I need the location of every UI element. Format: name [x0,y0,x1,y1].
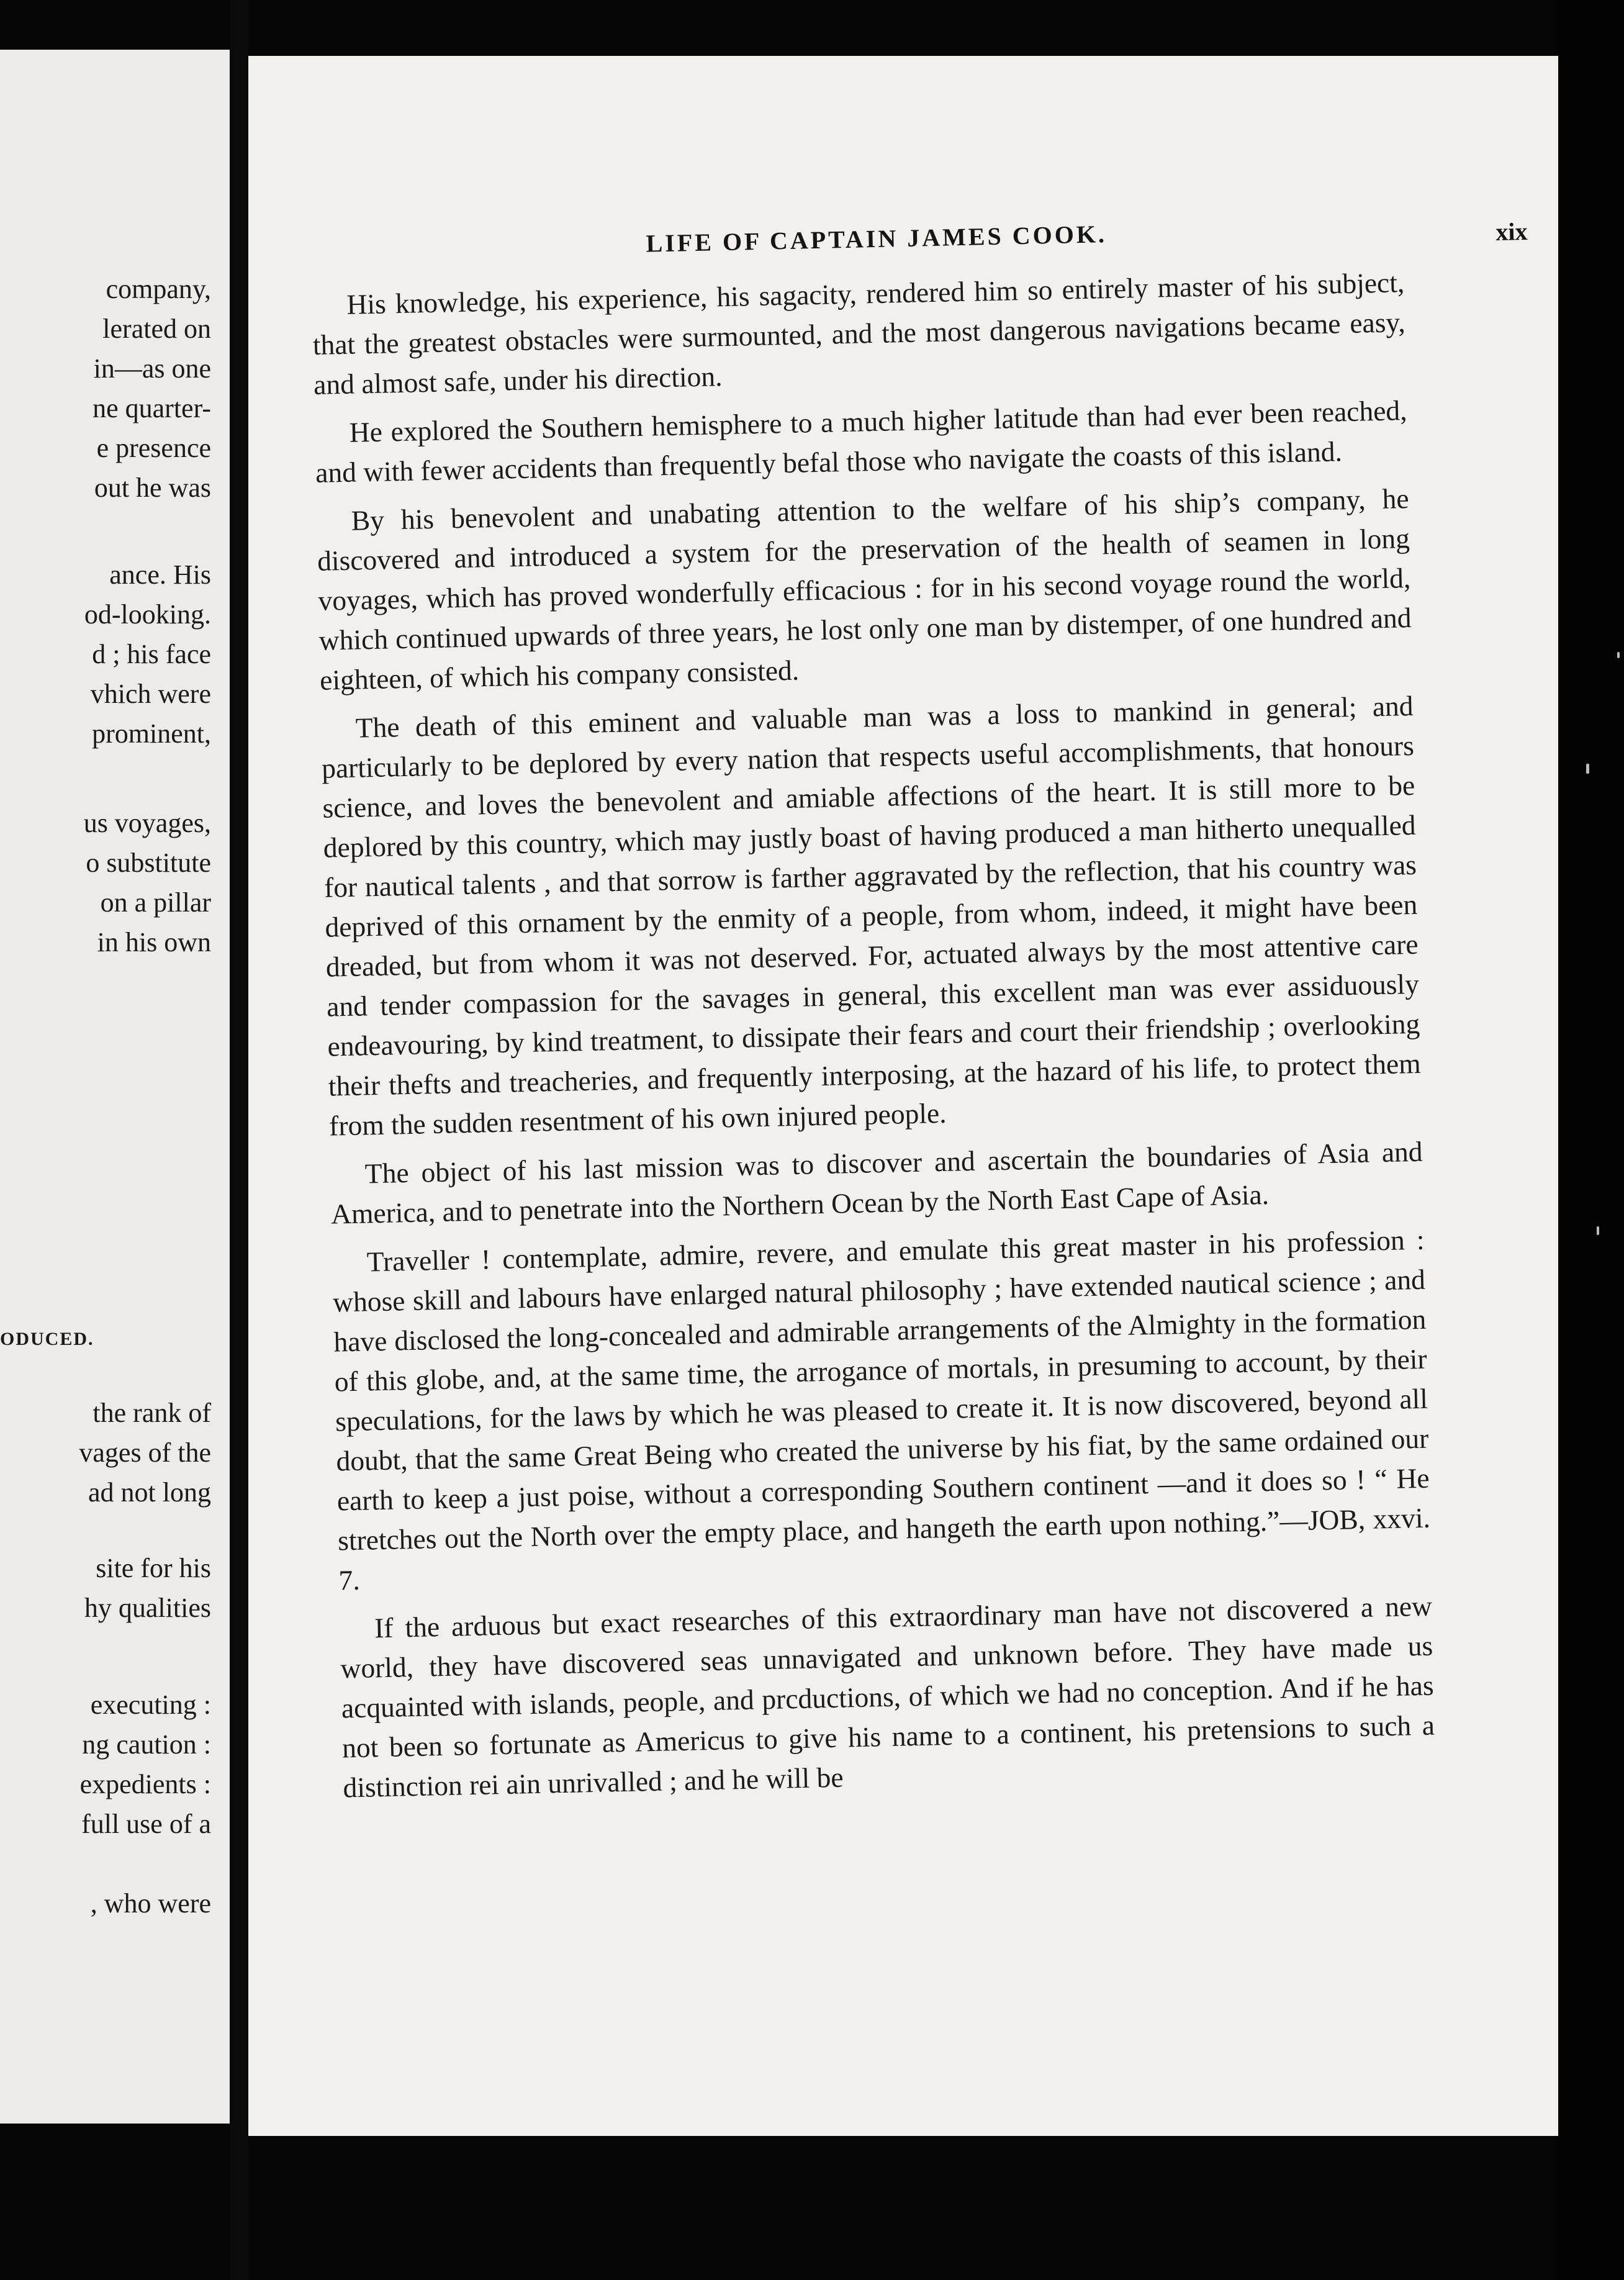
left-page-line: executing : [90,1690,211,1720]
left-page-line: the rank of [92,1398,211,1428]
left-page-line: in his own [97,927,211,957]
left-page-line: vages of the [79,1437,211,1468]
paragraph: He explored the Southern hemisphere to a much higher latitude than had ever been reached, and with fewer accidents than frequently befal those who navigate the coasts of this island. [315,394,1408,489]
paragraph: The object of his last mission was to discover and ascertain the boundaries of Asia and America, and to penetrate into the Northern Ocean by the North East Cape of Asia. [330,1135,1423,1230]
book-page [248,56,1558,2136]
left-page-line: expedients : [79,1769,211,1799]
scan-speck [1597,1226,1599,1235]
left-page-line: ne quarter- [92,393,211,423]
left-page-line: out he was [94,473,211,503]
page-number: xix [1495,217,1528,247]
gutter-shadow [230,0,248,2280]
left-page-line: ng caution : [82,1729,211,1760]
left-page-line: full use of a [81,1809,211,1839]
page-edge-shadow [1558,0,1624,2280]
left-page-line: hy qualities [84,1593,211,1623]
left-page-line: , who were [90,1888,211,1919]
left-page-line: us voyages, [83,808,211,838]
left-page-line: prominent, [92,718,211,749]
left-page-line: lerated on [102,314,211,344]
left-page-line: on a pillar [100,887,211,918]
paragraph: If the arduous but exact researches of this extraordinary man have not discovered a new world, they have discovered seas unnavigated and unknown before. They have made us acquainted with islands, people, and prcductions, of which we had no conception. And if he has not been so fortunate as Americus to give his name to a continent, his pretensions to such a distinction rei ain unrivalled ; and he will be [340,1590,1435,1804]
left-page-line: company, [106,274,211,304]
running-title: LIFE OF CAPTAIN JAMES COOK. [646,220,1107,258]
scan-speck [1586,764,1589,774]
left-page-line: site for his [96,1553,211,1583]
paragraph: By his benevolent and unabating attention to the welfare of his ship’s company, he discovered and introduced a system for the preservation of the health of seamen in long voyages, which has proved wonderfully efficacious : for in his second voyage round the world, which continued upwards of three years, he lost only one man by distemper, of one hundred and eighteen, of which his company consisted. [317,482,1412,696]
left-page-line: o substitute [86,848,211,878]
paragraph: His knowledge, his experience, his sagacity, rendered him so entirely master of his subject, that the greatest obstacles were surmounted, and the most dangerous navigations became easy, and almost safe, under his direction. [312,266,1406,400]
scan-speck [1617,652,1620,658]
left-page-line: od-looking. [84,599,211,630]
left-page-heading-fragment: ODUCED. [0,1329,94,1349]
left-page-line: ance. His [109,559,211,590]
page-text-block [310,207,1528,1816]
left-page-line: ad not long [88,1477,211,1508]
left-page-line: d ; his face [92,639,211,669]
left-page-line: vhich were [90,679,211,709]
left-page-line: e presence [96,433,211,463]
paragraph: The death of this eminent and valuable man was a loss to mankind in general; and particularly to be deplored by every nation that respects useful accomplishments, that honours science, and loves the benevolent and amiable affections of the heart. It is still more to be deplored by this country, which may justly boast of having produced a man hitherto unequalled for nautical talents , and that sorrow is farther aggravated by the reflection, that his country was deprived of this ornament by the enmity of a people, from whom, indeed, it might have been dreaded, but from whom it was not deserved. For, actuated always by the most attentive care and tender compassion for the savages in general, this excellent man was ever assiduously endeavouring, by kind treatment, to dissipate their fears and court their friendship ; overlooking their thefts and treacheries, and frequently interposing, at the hazard of his life, to protect them from the sudden resentment of his own injured people. [321,689,1422,1142]
left-facing-page [0,50,230,2124]
left-page-line: in—as one [93,353,211,384]
paragraph: Traveller ! contemplate, admire, revere, and emulate this great master in his profession : whose skill and labours have enlarged natural philosophy ; have extended nautical science ; and have disclosed the long-concealed and admirable arrangements of the Almighty in the formation of this globe, and, at the same time, the arrogance of mortals, in presuming to account, by their speculations, for the laws by which he was pleased to create it. It is now discovered, beyond all doubt, that the same Great Being who created the universe by his fiat, by the same ordained our earth to keep a just poise, without a corresponding Southern continent —and it does so ! “ He stretches out the North over the empty place, and hangeth the earth upon nothing.”—JOB, xxvi. 7. [332,1223,1431,1596]
